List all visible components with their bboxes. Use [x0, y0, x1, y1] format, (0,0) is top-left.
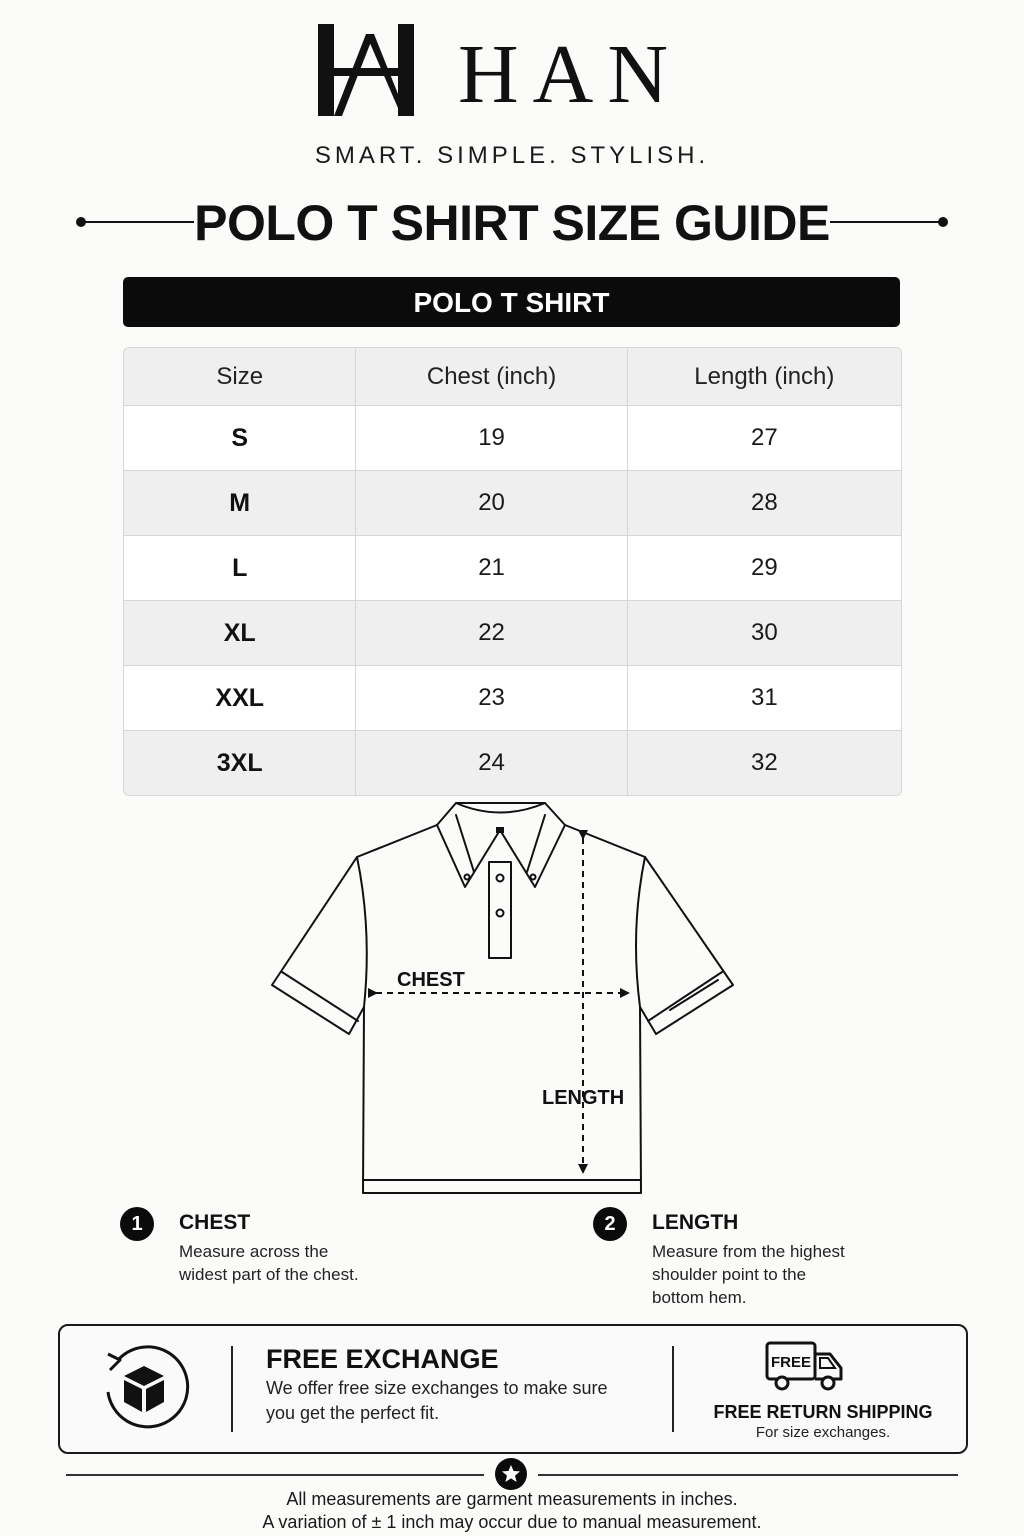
brand-tagline: SMART. SIMPLE. STYLISH. [314, 142, 710, 169]
size-cell: M [229, 488, 251, 517]
length-label: LENGTH [542, 1087, 625, 1109]
table-row [124, 405, 901, 470]
column-header-size: Size [216, 362, 264, 390]
size-cell: 3XL [216, 748, 263, 777]
page-title: POLO T SHIRT SIZE GUIDE [194, 195, 830, 251]
shipping-subtitle: For size exchanges. [755, 1424, 891, 1441]
column-header-chest: Chest (inch) [355, 348, 626, 405]
size-cell: XXL [215, 683, 265, 712]
length-cell: 31 [627, 666, 901, 730]
box-return-icon [98, 1342, 190, 1434]
exchange-text: We offer free size exchanges to make sure you get the perfect fit. [266, 1378, 608, 1423]
size-cell: L [232, 553, 248, 582]
length-cell: 28 [627, 471, 901, 535]
size-cell: S [231, 423, 249, 452]
column-header-length: Length (inch) [627, 348, 901, 405]
table-row [124, 470, 901, 535]
exchange-title: FREE EXCHANGE [266, 1344, 499, 1374]
chest-instruction-title: CHEST [179, 1211, 251, 1234]
title-rule-dot-right [938, 217, 948, 227]
star-badge [495, 1458, 527, 1490]
footer-rule-right [538, 1474, 958, 1476]
length-cell: 30 [627, 601, 901, 665]
footer-note-1: All measurements are garment measurements in inches. [286, 1489, 738, 1509]
exchange-info-box [58, 1324, 968, 1454]
chest-cell: 20 [355, 471, 626, 535]
table-row [124, 535, 901, 600]
chest-cell: 22 [355, 601, 626, 665]
table-row [124, 600, 901, 665]
length-instruction-text: Measure from the highest shoulder point to the bottom hem. [652, 1242, 845, 1307]
shipping-title: FREE RETURN SHIPPING [713, 1402, 933, 1422]
size-table [123, 347, 902, 796]
step-2-badge: 2 [593, 1207, 627, 1241]
polo-shirt-diagram [260, 795, 750, 1205]
chest-instruction-text: Measure across the widest part of the chest. [179, 1242, 359, 1284]
size-cell: XL [223, 618, 256, 647]
chest-cell: 23 [355, 666, 626, 730]
delivery-truck-icon [764, 1340, 844, 1396]
brand-name: HAN [458, 28, 682, 121]
step-1-badge: 1 [120, 1207, 154, 1241]
chest-cell: 21 [355, 536, 626, 600]
length-cell: 27 [627, 406, 901, 470]
chest-label: CHEST [397, 969, 465, 991]
title-rule-right [830, 221, 940, 223]
brand-logo-mark [316, 24, 416, 118]
chest-cell: 24 [355, 731, 626, 795]
info-divider-left [231, 1346, 233, 1432]
table-row [124, 665, 901, 730]
footer-rule-left [66, 1474, 484, 1476]
info-divider-right [672, 1346, 674, 1432]
footer-note-2: A variation of ± 1 inch may occur due to manual measurement. [262, 1512, 762, 1532]
length-cell: 29 [627, 536, 901, 600]
length-cell: 32 [627, 731, 901, 795]
collar-outline [437, 803, 565, 825]
table-header-row [124, 348, 901, 405]
star-icon [501, 1464, 521, 1484]
table-title-bar: POLO T SHIRT [123, 277, 900, 327]
length-instruction-title: LENGTH [652, 1211, 739, 1234]
truck-free-label: FREE [770, 1354, 812, 1371]
chest-cell: 19 [355, 406, 626, 470]
table-row [124, 730, 901, 795]
